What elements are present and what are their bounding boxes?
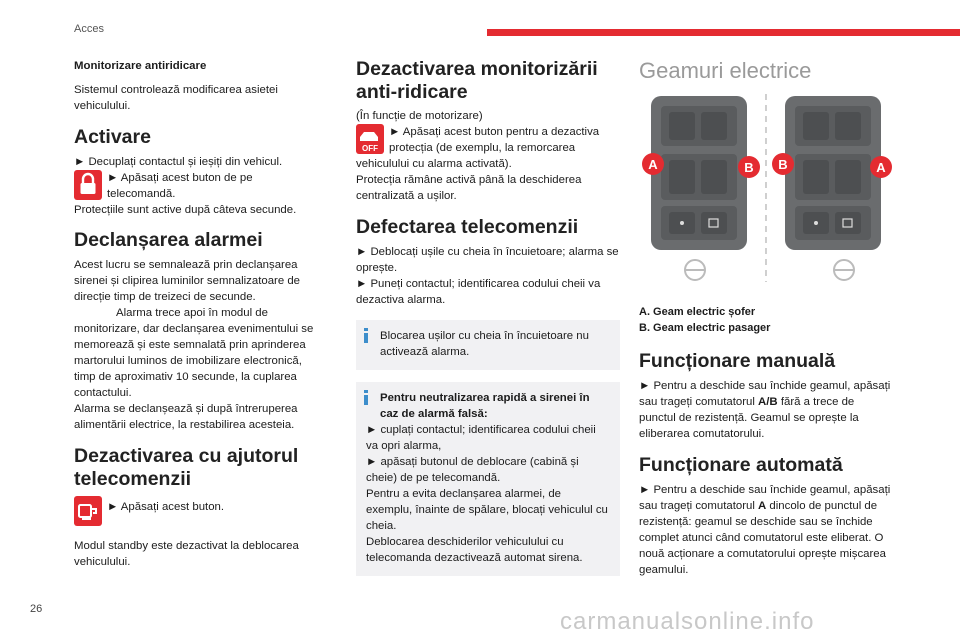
lock-icon <box>74 170 102 200</box>
figure-label-b1: B <box>744 160 754 175</box>
figure-label-a2: A <box>876 160 886 175</box>
figure-legend <box>639 304 893 336</box>
dezact-tel-title: Dezactivarea cu ajutorul telecomenzii <box>74 445 299 490</box>
column-middle <box>356 58 620 576</box>
info-box-1 <box>356 320 620 370</box>
dezact-mon-title: Dezactivarea monitorizării anti-ridicare <box>356 58 598 103</box>
dezact-mon-note: Protecția rămâne activă până la deschiderea centralizată a ușilor. <box>356 174 582 202</box>
auto-text: ► Pentru a deschide sau închide geamul, apăsați sau trageți comutatorul A dincolo de punctul de rezistență: geamul se deschide sau se închide complet atunci când comutatorul este eliberat. O nouă acționare a comutatorului oprește mișcarea geamului. <box>639 484 891 576</box>
info-icon <box>364 328 368 342</box>
activare-step1: ► Decuplați contactul și ieșiți din vehicul. <box>74 156 283 168</box>
legend-a: A. Geam electric șofer <box>639 306 756 318</box>
monitor-text: Sistemul controlează modificarea asietei vehiculului. <box>74 84 278 112</box>
section-title: Acces <box>74 23 104 35</box>
manual-text: ► Pentru a deschide sau închide geamul, apăsați sau trageți comutatorul A/B fără a trece de punctul de rezistență. Geamul se oprește la eliberarea comutatorului. <box>639 380 891 440</box>
alarm-off-icon <box>356 124 384 154</box>
monitor-heading: Monitorizare antiridicare <box>74 60 207 72</box>
window-switch-illustration <box>639 92 893 292</box>
header-accent-bar <box>487 29 960 36</box>
info-box-2 <box>356 382 620 576</box>
dezact-tel-step-row <box>74 496 320 526</box>
activare-note: Protecțiile sunt active după câteva secunde. <box>74 204 297 216</box>
info2-title: Pentru neutralizarea rapidă a sirenei în caz de alarmă falsă: <box>380 392 590 420</box>
geamuri-title: Geamuri electrice <box>639 58 812 83</box>
column-right <box>639 58 893 578</box>
manual-title: Funcționare manuală <box>639 350 836 372</box>
info2-text2: Deblocarea deschiderilor vehiculului cu telecomanda dezactivează automat sirena. <box>366 536 583 564</box>
watermark: carmanualsonline.info <box>560 608 815 635</box>
dezact-mon-step-row <box>356 124 620 172</box>
declansare-text: Acest lucru se semnalează prin declanșarea sirenei și clipirea luminilor semnalizatoare de direcție timp de treizeci de secunde. <box>74 259 301 303</box>
info2-step1: ► cuplați contactul; identificarea codului cheii va opri alarma, <box>366 424 596 452</box>
defect-step2: ► Puneți contactul; identificarea codului cheii va dezactiva alarma. <box>356 278 601 306</box>
activare-step2: ► Apăsați acest buton de pe telecomandă. <box>107 172 253 200</box>
activare-step2-row <box>74 170 320 202</box>
declansare-title: Declanșarea alarmei <box>74 229 263 251</box>
figure-label-a1: A <box>648 157 658 172</box>
activare-title: Activare <box>74 126 151 148</box>
auto-title: Funcționare automată <box>639 454 843 476</box>
dezact-mon-sub: (În funcție de motorizare) <box>356 110 483 122</box>
svg-text:OFF: OFF <box>362 144 378 153</box>
window-switch-figure <box>639 92 893 292</box>
dezact-mon-step: ► Apăsați acest buton pentru a dezactiva protecția (de exemplu, la remorcarea vehiculului cu alarma activată). <box>356 126 600 170</box>
dezact-tel-step: ► Apăsați acest buton. <box>107 501 225 513</box>
figure-label-b2: B <box>778 157 788 172</box>
info2-step2: ► apăsați butonul de deblocare (cabină și cheie) de pe telecomandă. <box>366 456 579 484</box>
info2-text: Pentru a evita declanșarea alarmei, de exemplu, înainte de spălare, blocați vehiculul cu cheia. <box>366 488 608 532</box>
declansare-text3: Alarma se declanșează și după întreruperea alimentării electrice, la restabilirea acesteia. <box>74 403 298 431</box>
info1-text: Blocarea ușilor cu cheia în încuietoare nu activează alarma. <box>380 330 589 358</box>
page-number: 26 <box>30 603 43 615</box>
unlock-icon <box>74 496 102 526</box>
declansare-text2: Alarma trece apoi în modul de monitorizare, dar declanșarea evenimentului se memorează și este semnalată prin aprinderea martorului luminos de imobilizare electronică, timp de aproximativ 10 secunde, la cuplarea contactului. <box>74 307 314 399</box>
defect-title: Defectarea telecomenzii <box>356 216 579 238</box>
dezact-tel-note: Modul standby este dezactivat la deblocarea vehiculului. <box>74 540 299 568</box>
column-left <box>74 58 320 570</box>
defect-step1: ► Deblocați ușile cu cheia în încuietoare; alarma se oprește. <box>356 246 619 274</box>
info-icon <box>364 390 368 404</box>
legend-b: B. Geam electric pasager <box>639 322 771 334</box>
